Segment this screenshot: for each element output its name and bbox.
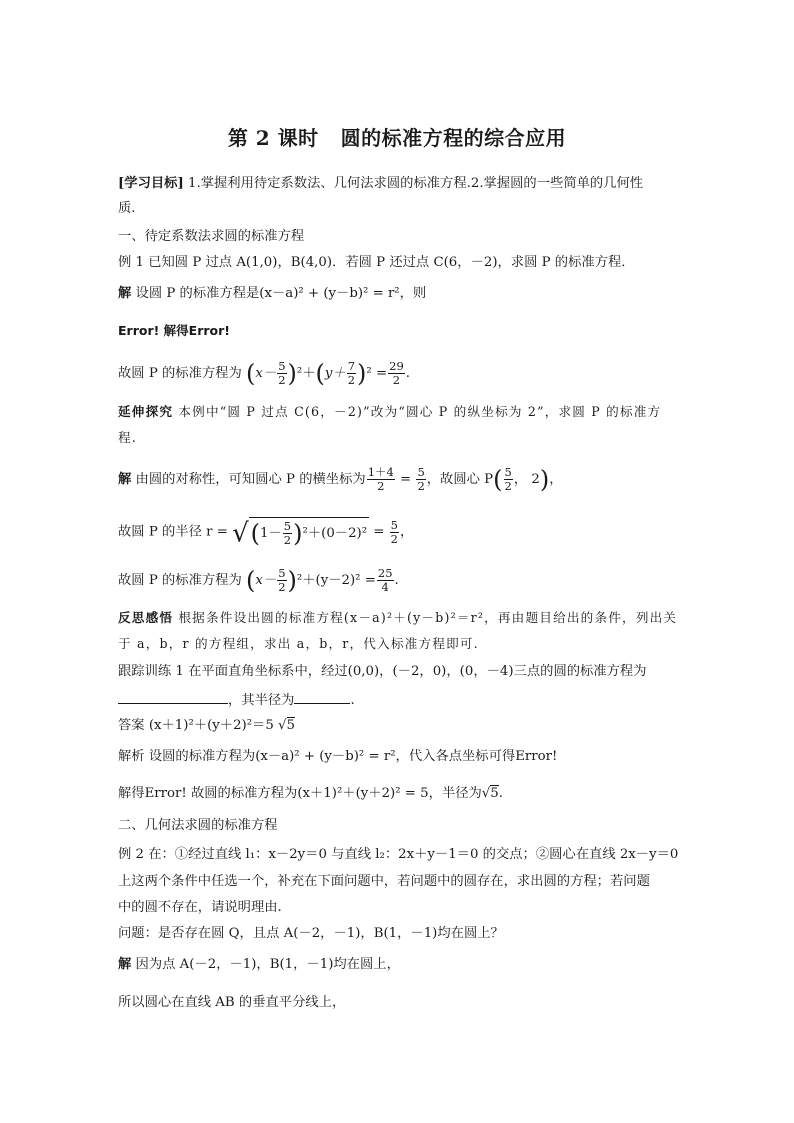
- example-2-line-1: 例 2 在：①经过直线 l₁：x－2y＝0 与直线 l₂：2x＋y－1＝0 的交点；②圆心在直线 2x－y＝0: [118, 847, 679, 862]
- fraction: $\frac{7}{2}$: [347, 359, 356, 387]
- practice-line-1: 跟踪训练 1 在平面直角坐标系中，经过(0,0)，(－2，0)，(0，－4)三点的圆的标准方程为: [118, 664, 647, 679]
- extension-line-2: 程.: [118, 430, 137, 445]
- solution-2-center: 解 由圆的对称性，可知圆心 P 的横坐标为 $\frac{1+4}{2}$ = $\frac{5}{2}$ ，故圆心 P( $\frac{5}{2}$ ， 2)，: [118, 465, 563, 494]
- analysis-line-1: 解析 设圆的标准方程为(x－a)² + (y－b)² = r²，代入各点坐标可得Error!: [118, 749, 558, 764]
- sqrt-sign: √: [278, 718, 287, 733]
- analysis-line-2: 解得Error! 故圆的标准方程为(x＋1)²＋(y＋2)² = 5，半径为√5.: [118, 786, 503, 801]
- reflection-line-1: 反思感悟 根据条件设出圆的标准方程(x－a)²＋(y－b)²＝r²，再由题目给出的条件，列出关: [118, 610, 678, 625]
- section-heading-1: 一、待定系数法求圆的标准方程: [118, 229, 305, 244]
- error-line: Error! 解得Error!: [118, 323, 230, 338]
- solution-1-setup: 解 设圆 P 的标准方程是(x－a)² + (y－b)² = r²，则: [118, 286, 427, 301]
- solution-3-line-2: 所以圆心在直线 AB 的垂直平分线上，: [118, 995, 346, 1010]
- solution-3-line-1: 解 因为点 A(－2，－1)，B(1，－1)均在圆上，: [118, 957, 400, 972]
- answer-blank-radius[interactable]: [294, 689, 350, 704]
- sqrt-sign: √: [481, 786, 491, 801]
- fraction: $\frac{5}{2}$: [278, 359, 286, 387]
- reflection-line-2: 于 a，b，r 的方程组，求出 a，b，r，代入标准方程即可.: [118, 636, 479, 651]
- solution-2-radius: 故圆 P 的半径 r = √(1－ $\frac{5}{2}$ )²＋(0－2)² = $\frac{5}{2}$ ，: [118, 517, 414, 549]
- fraction: $\frac{1+4}{2}$: [367, 465, 394, 493]
- solution-2-result: 故圆 P 的标准方程为 (x－ $\frac{5}{2}$ )²＋(y－2)² = $\frac{25}{4}$ .: [118, 566, 399, 595]
- practice-line-2: ，其半径为 .: [118, 689, 355, 711]
- objectives-line-1: [学习目标] 1.掌握利用待定系数法、几何法求圆的标准方程.2.掌握圆的一些简单的几何性: [118, 176, 644, 191]
- page-title: [0, 122, 794, 151]
- objectives-line-2: 质.: [118, 201, 136, 216]
- extension-line-1: 延伸探究 本例中“圆 P 过点 C(6，－2)”改为“圆心 P 的纵坐标为 2”，求圆 P 的标准方: [118, 404, 662, 419]
- example-2-line-3: 中的圆不存在，请说明理由.: [118, 900, 282, 915]
- sqrt-sign: √(1－ $\frac{5}{2}$ )²＋(0－2)²: [232, 518, 368, 549]
- fraction: $\frac{25}{4}$: [377, 566, 393, 594]
- section-heading-2: 二、几何法求圆的标准方程: [118, 818, 278, 833]
- answer-line: 答案 (x＋1)²＋(y＋2)²＝5 √5: [118, 718, 295, 733]
- fraction: $\frac{5}{2}$: [278, 566, 286, 594]
- example-2-line-2: 上这两个条件中任选一个，补充在下面问题中，若问题中的圆存在，求出圆的方程；若问题: [118, 874, 650, 889]
- example-2-question: 问题：是否存在圆 Q，且点 A(－2，－1)，B(1，－1)均在圆上？: [118, 926, 504, 941]
- title-topic: 圆的标准方程的综合应用: [340, 126, 567, 150]
- answer-blank-equation[interactable]: [118, 689, 228, 704]
- fraction: $\frac{5}{2}$: [417, 465, 425, 493]
- fraction: $\frac{29}{2}$: [389, 359, 404, 387]
- objectives-label: [学习目标]: [118, 176, 184, 191]
- fraction: $\frac{5}{2}$: [390, 517, 398, 546]
- solution-1-result: 故圆 P 的标准方程为 (x－ $\frac{5}{2}$ )²＋(y＋ $\frac{7}{2}$ )² = $\frac{29}{2}$ .: [118, 359, 410, 388]
- example-1: 例 1 已知圆 P 过点 A(1,0)，B(4,0)．若圆 P 还过点 C(6，－2)，求圆 P 的标准方程．: [118, 255, 635, 270]
- fraction: $\frac{5}{2}$: [504, 465, 512, 493]
- title-lesson: 第 2 课时: [227, 126, 319, 150]
